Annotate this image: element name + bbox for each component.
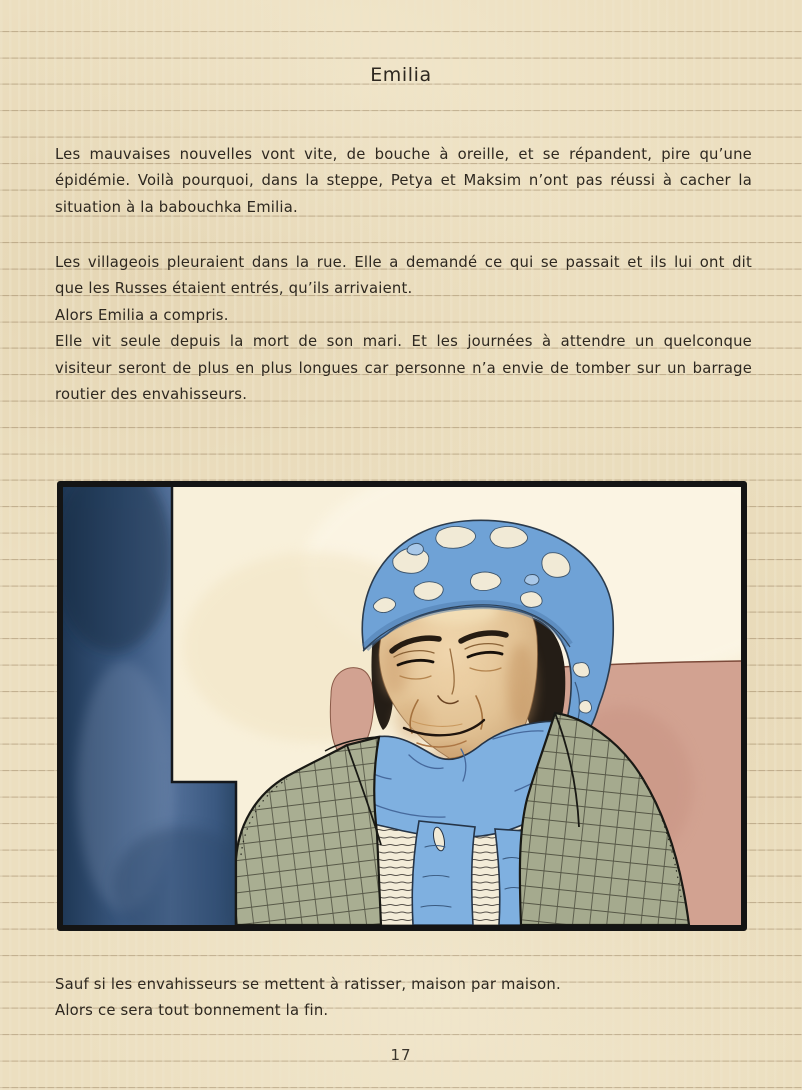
text-line: situation à la babouchka Emilia. [55,198,298,216]
text-line: Les mauvaises nouvelles vont vite, de bouche à oreille, et se répandent, pire qu’une [55,146,752,163]
page-number: 17 [390,1046,412,1064]
text-line: épidémie. Voilà pourquoi, dans la steppe, Petya et Maksim n’ont pas réussi à cacher la [55,172,752,190]
text-line: visiteur seront de plus en plus longues car personne n’a envie de tomber sur un barrage [55,359,752,377]
illustration-panel [57,481,747,931]
text-line: Alors ce sera tout bonnement la fin. [55,1002,329,1020]
text-line: que les Russes étaient entrés, qu’ils arrivaient. [55,280,413,298]
text-line: Sauf si les envahisseurs se mettent à ratisser, maison par maison. [55,976,561,993]
text-line: Elle vit seule depuis la mort de son mari. Et les journées à attendre un quelconque [55,333,752,351]
paragraph-1 [55,142,752,221]
illustration-drawing [63,487,741,925]
ending-paragraph [55,972,752,1025]
text-line: Alors Emilia a compris. [55,306,229,324]
page-title: Emilia [370,64,432,86]
text-line: Les villageois pleuraient dans la rue. Elle a demandé ce qui se passait et ils lui ont dit [55,254,752,271]
text-line: routier des envahisseurs. [55,385,248,403]
paragraph-2 [55,250,752,408]
